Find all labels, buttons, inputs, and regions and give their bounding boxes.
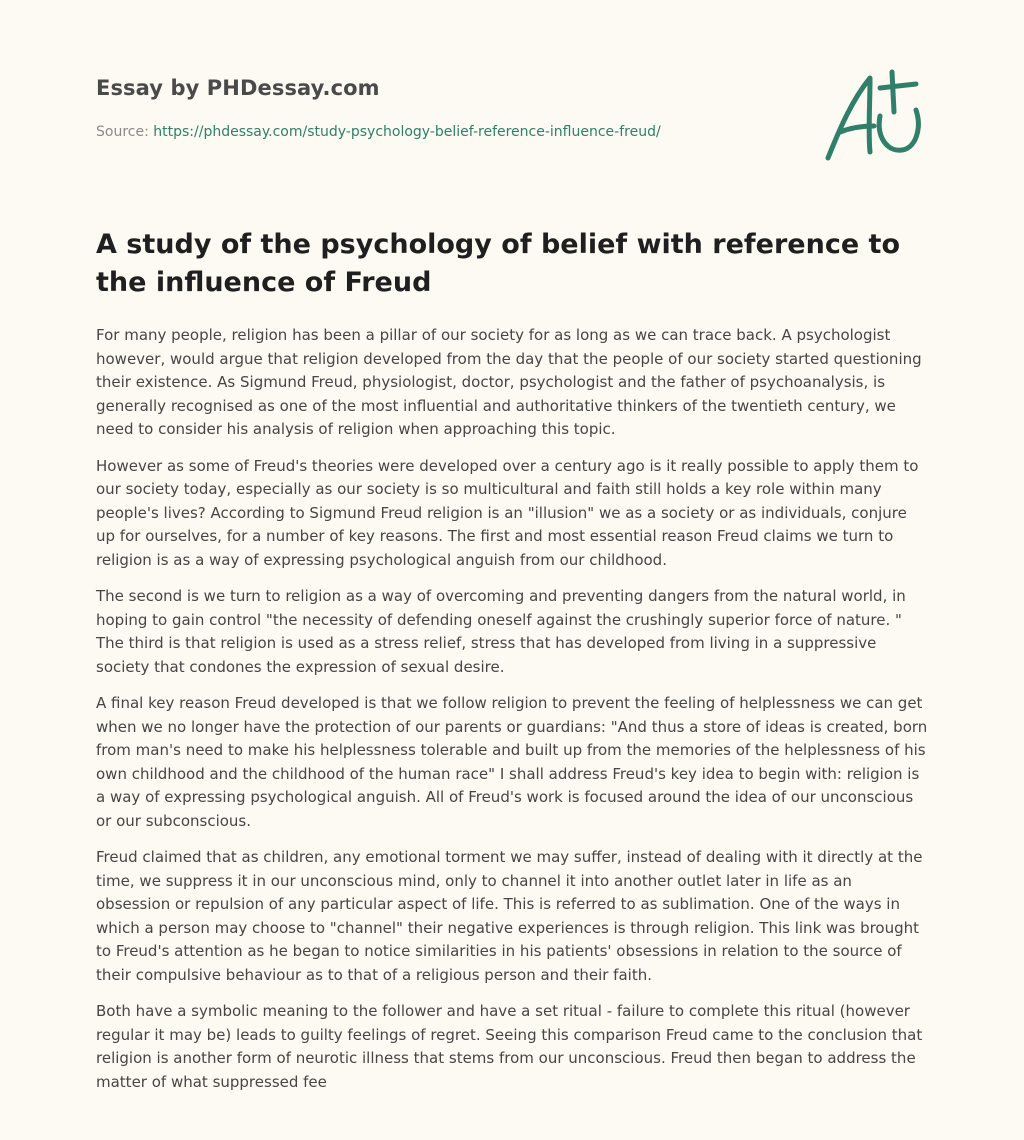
essay-paragraph: Both have a symbolic meaning to the follower and have a set ritual - failure to complete this ritual (however regular it may be) leads to guilty feelings of regret. Seeing this comparison Freud came to the conclusion that religion is another form of neurotic illness that stems from our unconscious. Freud then began to address the matter of what suppressed fee (96, 1002, 923, 1091)
source-link[interactable]: https://phdessay.com/study-psychology-belief-reference-influence-freud/ (153, 124, 661, 140)
site-title: Essay by PHDessay.com (96, 76, 380, 100)
essay-paragraph: A final key reason Freud developed is that we follow religion to prevent the feeling of helplessness we can get when we no longer have the protection of our parents or guardians: "And thus a store of ideas is created, born from man's need to make his helplessness tolerable and built up from the memories of the helplessness of his own childhood and the childhood of the human race" I shall address Freud's key idea to begin with: religion is a way of expressing psychological anguish. All of Freud's work is focused around the idea of our unconscious or our subconscious. (96, 694, 928, 830)
a-plus-grade-logo-icon (818, 66, 930, 166)
essay-paragraph: For many people, religion has been a pillar of our society for as long as we can trace back. A psychologist however, would argue that religion developed from the day that the people of our society started questioning their existence. As Sigmund Freud, physiologist, doctor, psychologist and the father of psychoanalysis, is generally recognised as one of the most influential and authoritative thinkers of the twentieth century, we need to consider his analysis of religion when approaching this topic. (96, 326, 922, 438)
essay-paragraph: However as some of Freud's theories were developed over a century ago is it really possible to apply them to our society today, especially as our society is so multicultural and faith still holds a key role within many people's lives? According to Sigmund Freud religion is an "illusion" we as a society or as individuals, conjure up for ourselves, for a number of key reasons. The first and most essential reason Freud claims we turn to religion is as a way of expressing psychological anguish from our childhood. (96, 456, 919, 569)
essay-paragraph: The second is we turn to religion as a way of overcoming and preventing dangers from the natural world, in hoping to gain control "the necessity of defending oneself against the crushingly superior force of nature. " The third is that religion is used as a stress relief, stress that has developed from living in a suppressive society that condones the expression of sexual desire. (96, 587, 906, 676)
a-plus-logo-svg (818, 66, 930, 166)
essay-paragraph: Freud claimed that as children, any emotional torment we may suffer, instead of dealing with it directly at the time, we suppress it in our unconscious mind, only to channel it into another outlet later in life as an obsession or repulsion of any particular aspect of life. This is referred to as sublimation. One of the ways in which a person may choose to "channel" their negative experiences is through religion. This link was brought to Freud's attention as he began to notice similarities in his patients' obsessions in relation to the source of their compulsive behaviour as to that of a religious person and their faith. (96, 848, 923, 984)
essay-body (96, 324, 928, 1107)
source-line (96, 124, 661, 140)
source-label: Source: (96, 124, 149, 140)
essay-title: A study of the psychology of belief with reference to the influence of Freud (96, 229, 901, 298)
